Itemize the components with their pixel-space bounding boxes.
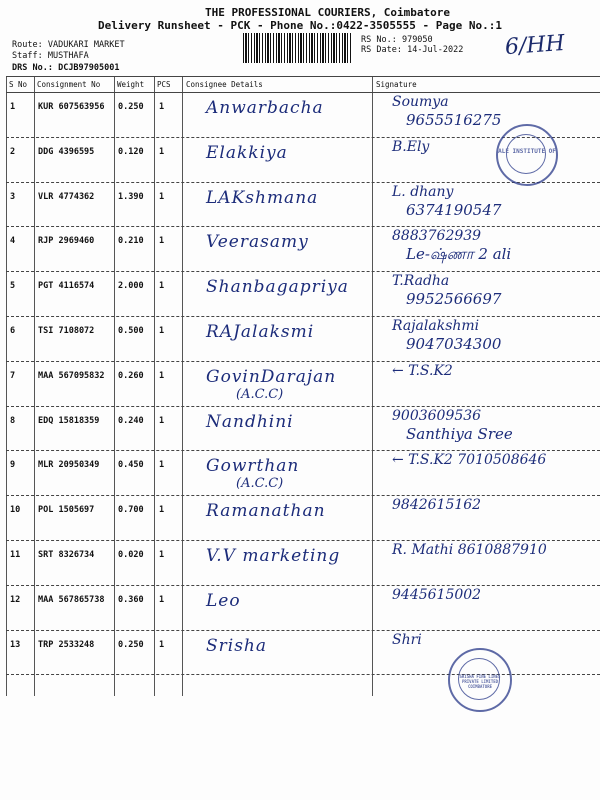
staff-line [12,51,89,61]
row-sno: 9 [10,460,16,471]
table-row [6,587,600,631]
row-weight: 0.120 [118,146,144,157]
row-signature: Rajalakshmi [392,318,480,334]
institute-stamp [496,124,558,186]
row-consignment-no: MAA 567095832 [38,370,105,381]
row-signature: R. Mathi 8610887910 [392,542,547,558]
table-row [6,273,600,317]
row-sno: 1 [10,102,16,112]
row-pcs: 1 [159,594,165,605]
row-signature-phone: 9952566697 [406,290,502,309]
row-consignee-name: LAKshmana [206,187,319,208]
col-header-consignment: Consignment No [37,80,101,89]
row-consignee-name: Ramanathan [206,501,326,522]
row-consignment-no: EDQ 15818359 [38,415,100,426]
route-value: VADUKARI MARKET [47,40,125,50]
row-divider [6,361,600,362]
row-sno: 3 [10,191,16,202]
row-pcs: 1 [159,191,165,202]
row-signature: L. dhany [392,183,454,200]
staff-label: Staff: [12,51,43,61]
rs-date-value: 14-Jul-2022 [407,45,464,55]
row-consignment-no: MLR 20950349 [38,460,100,471]
row-sno: 7 [10,370,16,381]
table-row [6,542,600,586]
row-divider [6,495,600,496]
row-pcs: 1 [159,370,165,381]
row-sno: 8 [10,415,16,426]
row-divider [6,406,600,407]
row-sno: 12 [10,594,21,605]
company-stamp [448,648,512,712]
col-header-signature: Signature [376,80,417,89]
row-weight: 0.250 [118,102,144,112]
staff-value: MUSTHAFA [47,51,89,61]
row-consignment-no: SRT 8326734 [38,550,95,560]
row-consignment-no: VLR 4774362 [38,191,95,202]
drs-value: DCJB97905001 [58,63,120,73]
table-row [6,632,600,676]
row-weight: 0.240 [118,415,144,426]
rs-no-label: RS No.: [361,35,397,45]
row-consignment-no: PGT 4116574 [38,281,95,292]
stamp-text: ALE INSTITUTE OF [498,148,556,155]
rs-date-line [361,45,463,55]
row-pcs: 1 [159,415,165,426]
row-sno: 13 [10,639,21,650]
drs-label: DRS No.: [12,63,53,73]
drs-line [12,63,120,73]
row-weight: 0.250 [118,639,144,650]
row-divider [6,226,600,227]
row-consignment-no: KUR 607563956 [38,102,105,112]
row-consignee-name: Srisha [206,635,268,656]
row-pcs: 1 [159,236,165,247]
row-signature: 9003609536 [392,407,482,424]
row-pcs: 1 [159,281,165,292]
table-row [6,452,600,496]
row-consignee-name: Elakkiya [206,142,288,163]
row-sno: 6 [10,326,16,336]
runsheet-subtitle: Delivery Runsheet - PCK - Phone No.:0422-3505555 - Page No.:1 [98,19,502,32]
table-row [6,184,600,228]
row-signature-phone: 9047034300 [406,335,502,353]
row-signature: T.Radha [392,273,450,290]
barcode-image [243,33,353,63]
table-row [6,408,600,452]
row-weight: 0.500 [118,326,144,336]
col-header-sno: S No [9,80,28,89]
row-weight: 1.390 [118,191,144,202]
row-consignment-no: POL 1505697 [38,505,95,516]
table-row [6,363,600,407]
row-divider [6,316,600,317]
row-weight: 0.700 [118,505,144,516]
table-row [6,497,600,541]
row-weight: 0.260 [118,370,144,381]
row-consignee-note: (A.C.C) [236,386,284,402]
row-pcs: 1 [159,460,165,471]
row-sno: 10 [10,505,21,516]
rs-no-value: 979050 [401,35,433,45]
col-header-consignee: Consignee Details [186,80,263,89]
row-consignment-no: RJP 2969460 [38,236,95,247]
row-pcs: 1 [159,550,165,560]
table-top-rule [6,76,600,77]
table-row [6,228,600,272]
col-header-weight: Weight [117,80,145,89]
row-divider [6,540,600,541]
route-line [12,40,125,50]
row-consignee-name: Gowrthan [206,456,300,477]
row-consignee-name: GovinDarajan [206,366,337,387]
row-consignee-name: Veerasamy [206,232,309,253]
row-sno: 4 [10,236,16,247]
row-pcs: 1 [159,639,165,650]
company-title: THE PROFESSIONAL COURIERS, Coimbatore [205,6,451,19]
row-signature: B.Ely [392,138,430,155]
row-signature: 9842615162 [392,497,482,514]
row-signature: ← T.S.K2 [392,362,453,379]
header-bottom-rule [6,92,600,93]
row-consignment-no: MAA 567865738 [38,594,105,605]
row-consignee-name: Leo [206,590,241,611]
row-consignment-no: TSI 7108072 [38,326,95,336]
row-weight: 0.360 [118,594,144,605]
row-weight: 0.210 [118,236,144,247]
row-pcs: 1 [159,146,165,157]
row-divider [6,585,600,586]
row-pcs: 1 [159,102,165,112]
row-signature: 9445615002 [392,586,482,603]
row-signature: 8883762939 [392,228,482,245]
row-signature: ← T.S.K2 7010508646 [392,452,547,469]
row-weight: 0.020 [118,550,144,560]
row-sno: 11 [10,550,21,560]
row-signature: Shri [392,631,422,648]
row-sno: 5 [10,281,16,292]
rs-no-line [361,35,433,45]
row-weight: 0.450 [118,460,144,471]
row-weight: 2.000 [118,281,144,292]
row-consignee-name: Shanbagapriya [206,277,349,298]
route-label: Route: [12,40,43,50]
handwritten-annotation: 6/HH [504,30,566,61]
row-consignment-no: DDG 4396595 [38,146,95,157]
row-consignee-name: RAJalaksmi [206,322,315,342]
row-pcs: 1 [159,505,165,516]
col-header-pcs: PCS [157,80,171,89]
row-divider [6,450,600,451]
row-divider [6,271,600,272]
row-signature-phone: Le-ஷ்ணா 2 ali [406,245,512,264]
row-signature-phone: Santhiya Sree [406,424,513,443]
row-consignee-note: (A.C.C) [236,476,284,492]
row-consignee-name: Nandhini [206,411,294,432]
row-consignee-name: Anwarbacha [206,98,324,118]
table-row [6,318,600,362]
row-signature-phone: 6374190547 [406,200,502,219]
row-divider [6,630,600,631]
row-signature-phone: 9655516275 [406,111,502,129]
row-pcs: 1 [159,326,165,336]
row-signature: Soumya [392,94,449,110]
row-consignment-no: TRP 2533248 [38,639,95,650]
rs-date-label: RS Date: [361,45,402,55]
stamp-text: SRISHA FINE LINES PRIVATE LIMITED COIMBATORE [459,674,501,689]
row-sno: 2 [10,146,16,157]
row-consignee-name: V.V marketing [206,546,341,566]
